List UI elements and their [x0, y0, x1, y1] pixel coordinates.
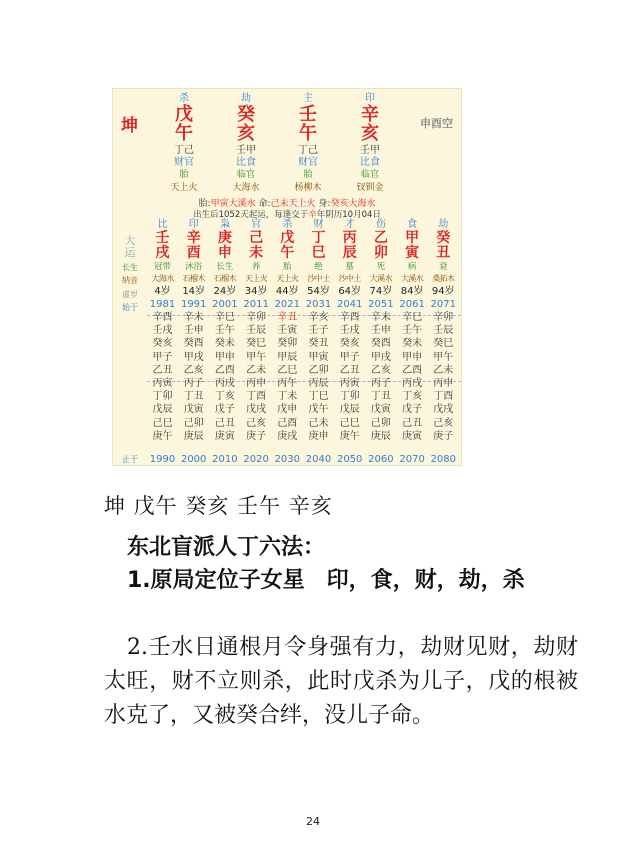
qiyun-text-a: 出生后1052天起运，每逢交于 [193, 210, 309, 220]
pillar-hidden-gods: 比食 [236, 157, 256, 168]
liunian-year: 丁亥 [402, 391, 423, 403]
pillar-stage: 临官 [236, 170, 255, 180]
liunian-year: 丁卯 [339, 391, 360, 403]
dayun-end: 2020 [243, 454, 269, 465]
dayun-nayin: 石榴木 [213, 274, 236, 283]
dayun-column [334, 219, 365, 466]
liunian-year: 壬辰 [433, 325, 454, 337]
dayun-god: 伤 [375, 219, 386, 230]
liunian-year: 己亥 [433, 417, 454, 429]
liunian-year: 己卯 [370, 417, 391, 429]
pillar-nayin: 天上火 [170, 183, 198, 193]
dayun-column [147, 219, 178, 466]
heading-method: 东北盲派人丁六法： [127, 535, 326, 560]
liunian-year: 甲戌 [370, 351, 391, 363]
liunian-year: 庚辰 [370, 430, 391, 442]
liunian-year: 甲寅 [308, 351, 329, 363]
liunian-year: 癸丑 [308, 338, 329, 350]
dayun-stem: 癸 [436, 230, 451, 246]
dayun-branch: 寅 [405, 245, 420, 261]
liunian-year: 壬申 [183, 325, 204, 337]
liunian-year: 庚午 [152, 430, 173, 442]
liunian-year: 丁亥 [214, 391, 235, 403]
liunian-year: 辛未 [183, 312, 204, 323]
shen-value: 癸亥大海水 [330, 199, 376, 209]
liunian-year: 己酉 [277, 417, 298, 429]
liunian-year: 癸酉 [183, 338, 204, 350]
dayun-god: 印 [188, 219, 199, 230]
dayun-start: 1981 [149, 299, 176, 310]
liunian-year: 癸亥 [152, 338, 173, 350]
pillar-stage: 胎 [179, 170, 189, 180]
dayun-god: 食 [407, 219, 418, 230]
liunian-year: 庚子 [246, 430, 267, 442]
dayun-branch: 戌 [155, 245, 170, 261]
pillar-branch: 午 [299, 123, 317, 144]
pillar-0 [155, 93, 213, 195]
pillar-2 [279, 93, 337, 195]
page-number: 24 [306, 815, 320, 828]
heading-step-1: 1.原局定位子女星 印，食，财，劫，杀 [127, 568, 525, 593]
liunian-year: 甲戌 [183, 351, 204, 363]
xusui-label: 虚岁 [122, 290, 138, 299]
dayun-god: 官 [251, 219, 262, 230]
liunian-year: 癸巳 [246, 338, 267, 350]
liunian-year: 辛卯 [246, 312, 267, 323]
dayun-stage: 养 [251, 262, 261, 272]
dayun-stage: 绝 [314, 262, 323, 272]
pillar-stem: 辛 [361, 104, 379, 125]
dayun-column [241, 219, 272, 466]
dayun-stem: 甲 [405, 230, 420, 246]
liunian-year: 丁丑 [370, 391, 391, 403]
dayun-stem: 庚 [217, 230, 232, 246]
pillar-god: 劫 [241, 93, 251, 104]
gender-label: 坤 [121, 116, 138, 136]
liunian-year: 乙卯 [308, 364, 329, 376]
dayun-god: 劫 [438, 219, 449, 230]
pillar-branch: 亥 [237, 123, 255, 144]
liunian-year: 甲辰 [277, 351, 298, 363]
liunian-year: 丙戌 [214, 378, 235, 390]
liunian-year: 丁卯 [152, 391, 173, 403]
shen-label: 身: [315, 199, 331, 209]
bazi-line: 坤 戊午 癸亥 壬午 辛亥 [104, 494, 333, 518]
dayun-branch: 未 [249, 245, 264, 261]
liunian-year: 壬午 [214, 325, 235, 337]
liunian-year: 戊申 [277, 404, 298, 416]
nayin-label: 纳音 [122, 276, 138, 285]
zhiyu-label: 止于 [122, 455, 138, 464]
pillar-stem: 壬 [299, 104, 317, 125]
liunian-year: 辛巳 [402, 312, 423, 323]
liunian-year: 戊午 [308, 404, 329, 416]
dayun-stem: 丙 [342, 230, 357, 246]
dayun-stem: 乙 [373, 230, 388, 246]
liunian-year: 丙午 [277, 378, 298, 390]
dayun-column [178, 219, 209, 466]
dayun-stem: 丁 [311, 230, 326, 246]
dayun-branch: 辰 [342, 245, 357, 261]
liunian-year: 丙申 [433, 378, 454, 390]
dayun-column [303, 219, 334, 466]
dayun-branch: 丑 [436, 245, 451, 261]
dayun-stem: 己 [249, 230, 264, 246]
dayun-end: 2000 [180, 454, 207, 465]
liunian-year: 辛未 [370, 312, 391, 323]
dayun-age: 84岁 [400, 286, 424, 297]
dayun-end: 2070 [399, 454, 425, 465]
pillar-hidden: 壬甲 [360, 145, 380, 156]
dayun-end: 2040 [305, 454, 332, 465]
paragraph-step-2: 2.壬水日通根月令身强有力，劫财见财，劫财太旺，财不立则杀，此时戊杀为儿子，戊的根被水克了，又被癸合绊，没儿子命。 [104, 635, 578, 728]
liunian-year: 乙亥 [183, 364, 204, 376]
dayun-age: 64岁 [338, 286, 362, 297]
liunian-year: 戊子 [402, 404, 423, 416]
dayun-branch: 卯 [373, 245, 388, 261]
dayun-start: 2001 [212, 299, 238, 310]
liunian-year: 己丑 [402, 417, 423, 429]
dayun-column [209, 219, 240, 466]
ming-label: 命: [255, 199, 271, 209]
dayun-branch: 午 [280, 245, 295, 261]
dayun-nayin: 沙中土 [307, 274, 330, 283]
dayun-god: 杀 [282, 219, 293, 230]
liunian-year: 丁酉 [433, 391, 454, 403]
liunian-year: 己亥 [246, 417, 267, 429]
liunian-year: 壬寅 [277, 325, 298, 337]
liunian-year: 己巳 [152, 417, 173, 429]
liunian-year: 乙丑 [152, 364, 173, 376]
dayun-age: 24岁 [213, 286, 237, 297]
dayun-start: 2041 [336, 299, 363, 310]
liunian-year: 庚午 [339, 430, 360, 442]
dayun-start: 2021 [274, 299, 301, 310]
dayun-nayin: 大溪水 [400, 274, 424, 283]
dayun-column [272, 219, 303, 466]
pillar-stem: 癸 [237, 104, 255, 125]
liunian-year: 壬午 [402, 325, 423, 337]
dayun-nayin: 大海水 [151, 274, 174, 283]
liunian-year: 甲子 [339, 351, 360, 363]
dayun-god: 比 [157, 219, 168, 230]
liunian-year: 戊子 [214, 404, 235, 416]
dayun-stage: 病 [407, 262, 417, 272]
dayun-branch: 巳 [311, 245, 326, 261]
dayun-nayin: 大溪水 [369, 274, 392, 283]
dayun-nayin: 沙中土 [338, 274, 361, 283]
dayun-end: 2050 [336, 454, 363, 465]
dayun-start: 2071 [430, 299, 457, 310]
liunian-year: 甲午 [246, 351, 267, 363]
dayun-age: 74岁 [369, 286, 393, 297]
dayun-stage: 冠带 [153, 262, 171, 272]
liunian-year: 癸酉 [370, 338, 391, 350]
changsheng-label: 长生 [122, 263, 138, 272]
pillar-3 [341, 93, 399, 195]
liunian-year: 戊寅 [370, 404, 391, 416]
dayun-stage: 长生 [216, 262, 234, 272]
liunian-year: 甲申 [214, 351, 235, 363]
pillar-1 [217, 93, 275, 195]
dayun-age: 4岁 [154, 286, 171, 297]
liunian-year: 壬申 [370, 325, 391, 337]
pillar-nayin: 大海水 [232, 183, 260, 193]
liunian-year: 乙丑 [339, 364, 360, 376]
liunian-year: 乙巳 [277, 364, 298, 376]
dayun-nayin: 天上火 [244, 274, 268, 283]
liunian-year: 丙辰 [308, 378, 329, 390]
liunian-year: 庚辰 [183, 430, 204, 442]
liunian-year: 辛酉 [339, 312, 360, 323]
bazi-chart [112, 88, 462, 466]
liunian-year: 癸亥 [339, 338, 360, 350]
dayun-age: 44岁 [275, 286, 299, 297]
tai-value: 甲寅大溪水 [210, 199, 256, 209]
liunian-year: 丁丑 [183, 391, 204, 403]
dayun-stem: 壬 [155, 230, 170, 246]
liunian-year: 丁未 [277, 391, 298, 403]
liunian-year: 壬子 [308, 325, 329, 337]
liunian-year: 丙子 [183, 378, 204, 390]
liunian-year: 癸未 [214, 338, 235, 350]
dayun-god: 才 [344, 219, 355, 230]
dayun-branch: 申 [217, 245, 232, 261]
liunian-year: 戊寅 [183, 404, 204, 416]
dayun-stage: 沐浴 [185, 262, 203, 272]
liunian-year: 庚申 [308, 430, 329, 442]
liunian-year: 乙未 [433, 364, 454, 376]
liunian-year: 壬戌 [152, 325, 173, 337]
liunian-year: 丙戌 [402, 378, 423, 390]
dayun-column [397, 219, 428, 466]
liunian-year: 甲午 [433, 351, 454, 363]
ming-value: 己未天上火 [270, 199, 316, 209]
liunian-year: 辛丑 [277, 312, 298, 323]
dayun-start: 2051 [368, 299, 394, 310]
pillar-branch: 亥 [361, 123, 379, 144]
liunian-year: 甲申 [402, 351, 423, 363]
liunian-year: 丁酉 [246, 391, 267, 403]
liunian-year: 丙寅 [152, 378, 173, 390]
dayun-end: 1990 [149, 454, 176, 465]
dayun-stage: 死 [376, 262, 386, 272]
liunian-year: 壬戌 [339, 325, 360, 337]
qiyun-text-c: 年阴历10月04日 [316, 210, 381, 220]
pillar-god: 杀 [179, 93, 189, 104]
dayun-age: 94岁 [431, 286, 455, 297]
pillar-god: 主 [303, 93, 313, 104]
qiyun-stem: 辛 [308, 210, 317, 220]
dayun-age: 14岁 [182, 286, 206, 297]
dayun-end: 2080 [430, 454, 457, 465]
liunian-year: 戊戌 [246, 404, 267, 416]
dayun-age: 34岁 [244, 286, 268, 297]
liunian-year: 乙未 [246, 364, 267, 376]
dayun-label: 大运 [124, 234, 136, 259]
liunian-year: 庚戌 [277, 430, 298, 442]
dayun-end: 2060 [368, 454, 394, 465]
pillar-hidden-gods: 财官 [298, 157, 318, 168]
pillar-stem: 戊 [175, 104, 193, 125]
pillar-branch: 午 [175, 123, 193, 144]
dayun-branch: 酉 [186, 245, 201, 261]
pillar-god: 印 [365, 93, 375, 104]
liunian-year: 戊辰 [339, 404, 360, 416]
liunian-year: 辛酉 [152, 312, 173, 323]
pillar-hidden-gods: 比食 [360, 157, 380, 168]
pillar-hidden: 壬甲 [236, 145, 256, 156]
liunian-year: 壬辰 [246, 325, 267, 337]
liunian-year: 辛亥 [308, 312, 329, 323]
dayun-stem: 辛 [186, 230, 201, 246]
dayun-stem: 戊 [280, 230, 295, 246]
tai-label: 胎: [198, 199, 211, 209]
liunian-year: 庚寅 [214, 430, 235, 442]
dayun-stage: 衰 [439, 262, 448, 272]
dayun-stage: 墓 [345, 262, 354, 272]
dayun-nayin: 天上火 [276, 274, 299, 283]
liunian-year: 丙子 [370, 378, 391, 390]
liunian-year: 癸巳 [433, 338, 454, 350]
liunian-year: 庚子 [433, 430, 454, 442]
liunian-year: 癸卯 [277, 338, 298, 350]
liunian-year: 庚寅 [402, 430, 423, 442]
dayun-column [428, 219, 459, 466]
liunian-year: 戊辰 [152, 404, 173, 416]
liunian-year: 癸未 [402, 338, 423, 350]
dayun-stage: 胎 [283, 262, 292, 272]
liunian-year: 辛巳 [214, 312, 235, 323]
dayun-start: 2011 [243, 299, 269, 310]
liunian-year: 戊戌 [433, 404, 454, 416]
dayun-nayin: 桑拓木 [432, 274, 455, 283]
liunian-year: 丁巳 [308, 391, 329, 403]
pillar-hidden: 丁己 [174, 145, 194, 156]
pillar-nayin: 钗钏金 [356, 183, 384, 193]
liunian-year: 丙申 [246, 378, 267, 390]
liunian-year: 乙酉 [402, 364, 423, 376]
dayun-end: 2030 [274, 454, 301, 465]
dayun-god: 财 [313, 219, 324, 230]
dayun-nayin: 石榴木 [182, 274, 205, 283]
dayun-age: 54岁 [307, 286, 330, 297]
pillar-hidden-gods: 财官 [174, 157, 194, 168]
shiyu-label: 始于 [122, 303, 138, 312]
dayun-start: 2031 [305, 299, 332, 310]
liunian-year: 己未 [308, 417, 329, 429]
liunian-year: 乙酉 [214, 364, 235, 376]
liunian-year: 乙亥 [370, 364, 391, 376]
kongwang-label: 申酉空 [420, 117, 453, 130]
liunian-year: 甲子 [152, 351, 173, 363]
pillar-hidden: 丁己 [298, 145, 318, 156]
liunian-year: 辛卯 [433, 312, 454, 323]
liunian-year: 己巳 [339, 417, 360, 429]
dayun-start: 2061 [399, 299, 425, 310]
liunian-year: 己卯 [183, 417, 204, 429]
dayun-column [365, 219, 396, 466]
dayun-start: 1991 [180, 299, 207, 310]
pillar-stage: 胎 [303, 170, 313, 180]
pillar-stage: 临官 [360, 170, 379, 180]
liunian-year: 丙寅 [339, 378, 360, 390]
dayun-god: 枭 [219, 219, 230, 230]
pillar-nayin: 杨柳木 [294, 183, 322, 193]
liunian-year: 己丑 [214, 417, 235, 429]
dayun-end: 2010 [212, 454, 238, 465]
